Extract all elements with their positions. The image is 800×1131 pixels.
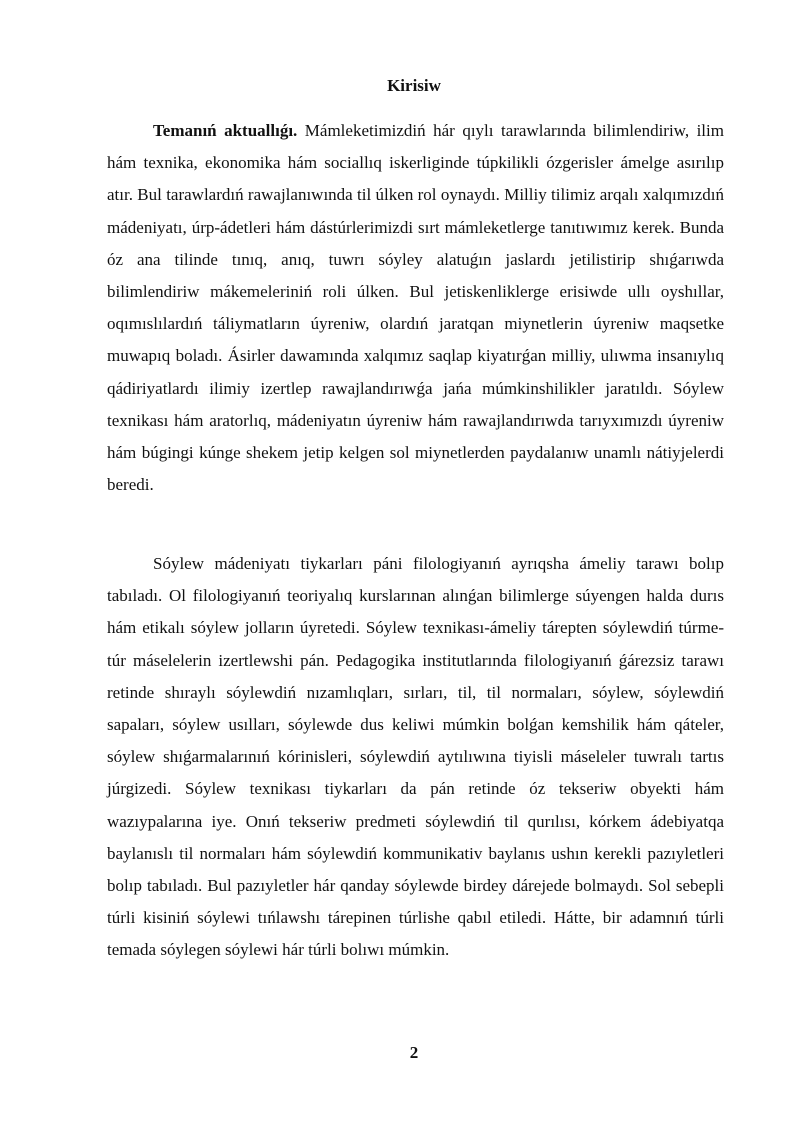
paragraph-lead: Temanıń aktuallıǵı. [153,121,298,140]
paragraph-relevance [107,115,724,501]
paragraph-text: Sóylew mádeniyatı tiykarları páni filologiyanıń ayrıqsha ámeliy tarawı bolıp tabıladı. Ol filologiyanıń teoriyalıq kurslarınan alınǵan bilimlerge súyengen halda durıs hám etikalı sóylew jolların úyretedi. Sóylew texnikası-ámeliy tárepten sóylewdiń túrme-túr máselelerin izertlewshi pán. Pedagogika institutlarında filologiyanıń ǵárezsiz tarawı retinde shıraylı sóylewdiń nızamlıqları, sırları, til, til normaları, sóylew, sóylewdiń sapaları, sóylew usılları, sóylewde dus keliwi múmkin bolǵan kemshilik hám qáteler, sóylew shıǵarmalarınıń kórinisleri, sóylewdiń aytılıwına tiyisli máseleler tuwralı tartıs júrgizedi. Sóylew texnikası tiykarları da pán retinde óz tekseriw obyekti hám wazıypalarına iye. Onıń tekseriw predmeti sóylewdiń til qurılısı, kórkem ádebiyatqa baylanıslı til normaları hám sóylewdiń kommunikativ baylanıs ushın kerekli pazıyletleri bolıp tabıladı. Bul pazıyletler hár qanday sóylewde birdey dárejede bolmaydı. Sol sebepli túrli kisiniń sóylewi tıńlawshı tárepinen túrlishe qabıl etiledi. Hátte, bir adamnıń túrli temada sóylegen sóylewi hár túrli bolıwı múmkin. [107,554,724,960]
paragraph-text: Mámleketimizdiń hár qıylı tarawlarında bilimlendiriw, ilim hám texnika, ekonomika hám sociallıq iskerliginde túpkilikli ózgerisler ámelge asırılıp atır. Bul tarawlardıń rawajlanıwında til úlken rol oynaydı. Milliy tilimiz arqalı xalqımızdıń mádeniyatı, úrp-ádetleri hám dástúrlerimizdi sırt mámleketlerge tanıtıwımız kerek. Bunda óz ana tilinde tınıq, anıq, tuwrı sóyley alatuǵın jaslardı jetilistirip shıǵarıwda bilimlendiriw mákemeleriniń roli úlken. Bul jetiskenliklerge erisiwde ullı oyshıllar, oqımıslılardıń táliymatların úyreniw, olardıń jaratqan miynetlerin úyreniw maqsetke muwapıq boladı. Ásirler dawamında xalqımız saqlap kiyatırǵan milliy, ulıwma insanıylıq qádiriyatlardı ilimiy izertlep rawajlandırıwǵa jańa múmkinshilikler jaratıldı. Sóylew texnikası hám aratorlıq, mádeniyatın úyreniw hám rawajlandırıwda tarıyxımızdı úyreniw hám búgingi kúnge shekem jetip kelgen sol miynetlerden paydalanıw unamlı nátiyjelerdi beredi. [107,121,724,495]
page-number: 2 [409,1043,419,1062]
section-title: Kirisiw [387,76,441,95]
paragraph-speech-culture [107,548,724,967]
